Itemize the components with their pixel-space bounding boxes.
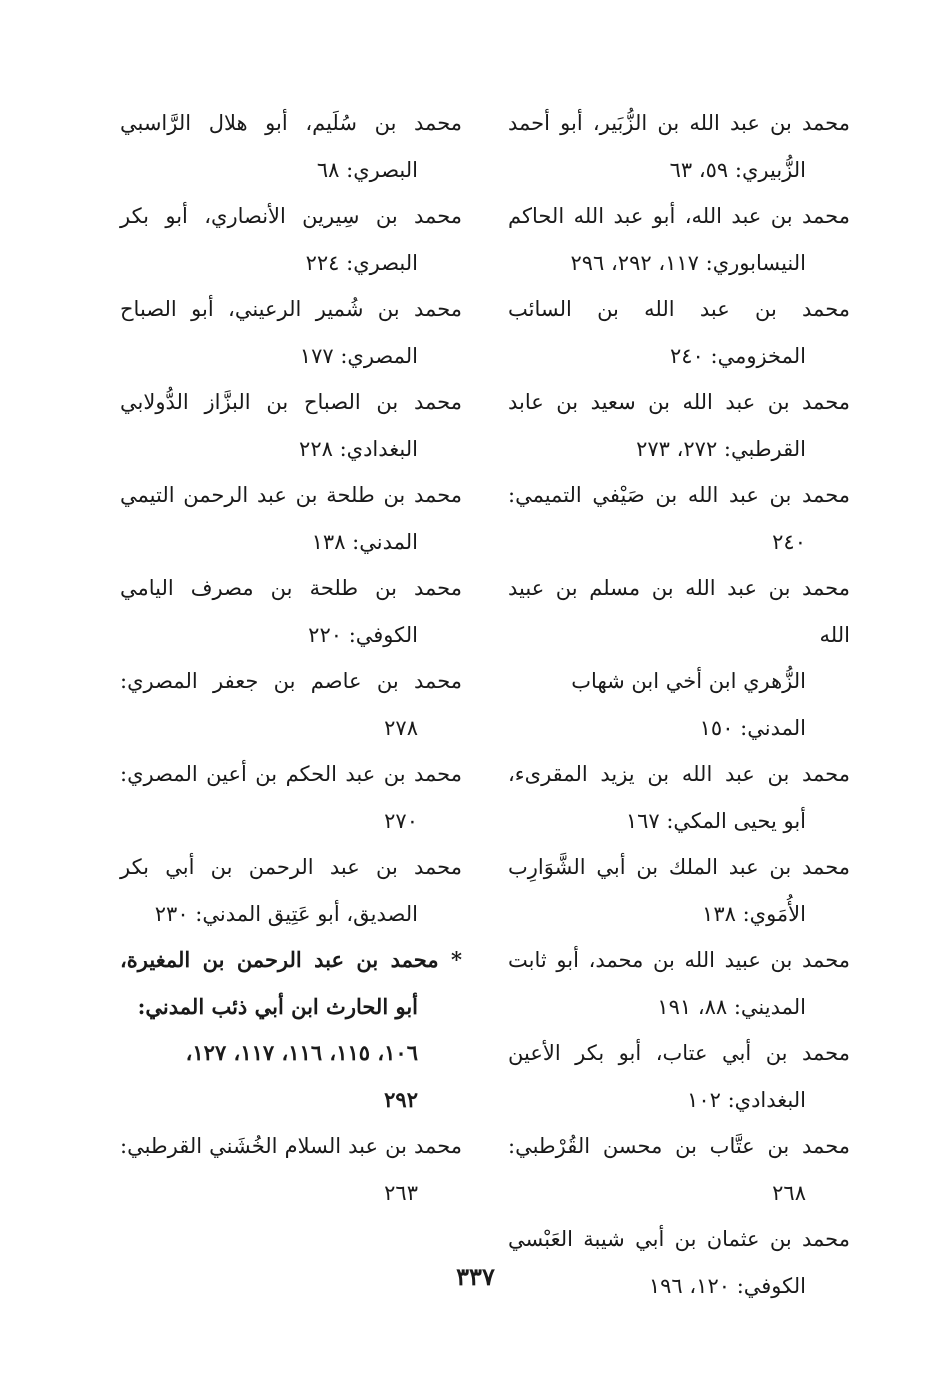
index-entry <box>120 1123 462 1216</box>
index-entry <box>508 844 850 937</box>
index-entry <box>120 844 462 937</box>
index-entry <box>508 751 850 844</box>
entry-name: محمد بن عبد السلام الخُشَني القرطبي: <box>120 1134 462 1158</box>
index-entry <box>508 472 850 565</box>
index-entry <box>120 100 462 193</box>
index-entry <box>120 937 462 1123</box>
entry-continuation: البصري: ٢٢٤ <box>305 250 418 275</box>
entry-continuation: المخزومي: ٢٤٠ <box>669 343 806 368</box>
entry-name: محمد بن سُلَيم، أبو هلال الرَّاسبي <box>120 111 462 135</box>
entry-continuation: ٢٧٨ <box>384 715 418 740</box>
entry-name: محمد بن عثمان بن أبي شيبة العَبْسي <box>508 1227 850 1251</box>
entry-continuation: المديني: ٨٨، ١٩١ <box>657 994 806 1019</box>
entry-continuation: الصديق، أبو عَتِيق المدني: ٢٣٠ <box>154 901 418 926</box>
entry-name: محمد بن شُمير الرعيني، أبو الصباح <box>120 297 462 321</box>
entry-name: محمد بن عتَّاب بن محسن القُرْطبي: <box>508 1134 850 1158</box>
entry-continuation: ٢٦٣ <box>384 1180 418 1205</box>
entry-continuation: البغدادي: ٢٢٨ <box>299 436 418 461</box>
entry-name: محمد بن عاصم بن جعفر المصري: <box>120 669 462 693</box>
index-entry <box>508 937 850 1030</box>
index-entry <box>508 1030 850 1123</box>
entry-name: * محمد بن عبد الرحمن بن المغيرة، <box>120 947 462 972</box>
entry-continuation: المدني: ١٣٨ <box>311 529 418 554</box>
entry-name: محمد بن الصباح بن البزَّاز الدُّولابي <box>120 390 462 414</box>
entry-name: محمد بن سِيرين الأنصاري، أبو بكر <box>120 204 462 228</box>
entry-name: محمد بن عبد الله بن السائب <box>508 297 850 321</box>
entry-name: محمد بن عبد الله بن الزُّبَير، أبو أحمد <box>508 111 850 135</box>
index-entry <box>508 100 850 193</box>
entry-continuation: الكوفي: ١٢٠، ١٩٦ <box>648 1273 806 1298</box>
entry-name: محمد بن عبد الله، أبو عبد الله الحاكم <box>508 204 850 228</box>
index-entry <box>508 286 850 379</box>
entry-name: محمد بن عبيد الله بن محمد، أبو ثابت <box>508 948 850 972</box>
index-entry <box>508 565 850 751</box>
entry-continuation: الكوفي: ٢٢٠ <box>308 622 418 647</box>
entry-continuation: ٢٩٢ <box>384 1086 418 1112</box>
entry-name: محمد بن أبي عتاب، أبو بكر الأعين <box>508 1041 850 1065</box>
left-column <box>508 100 850 1298</box>
index-entry <box>508 379 850 472</box>
entry-continuation: البغدادي: ١٠٢ <box>687 1087 806 1112</box>
right-column <box>120 100 462 1240</box>
entry-name: محمد بن طلحة بن مصرف اليامي <box>120 576 462 600</box>
entry-continuation: الزُّبيري: ٥٩، ٦٣ <box>669 157 806 182</box>
entry-continuation: أبو الحارث ابن أبي ذئب المدني: <box>137 993 418 1019</box>
entry-continuation: ١٠٦، ١١٥، ١١٦، ١١٧، ١٢٧، <box>185 1040 418 1065</box>
entry-continuation: ٢٤٠ <box>772 529 806 554</box>
entry-continuation: النيسابوري: ١١٧، ٢٩٢، ٢٩٦ <box>570 250 806 275</box>
entry-name: محمد بن عبد الله بن مسلم بن عبيد الله <box>508 576 850 647</box>
index-entry <box>120 193 462 286</box>
entry-name: محمد بن طلحة بن عبد الرحمن التيمي <box>120 483 462 507</box>
index-entry <box>120 472 462 565</box>
entry-continuation: القرطبي: ٢٧٢، ٢٧٣ <box>636 436 806 461</box>
entry-continuation: البصري: ٦٨ <box>316 157 418 182</box>
entry-continuation: الأُمَوي: ١٣٨ <box>702 901 806 926</box>
index-entry <box>120 658 462 751</box>
entry-name: محمد بن عبد الحكم بن أعين المصري: <box>120 762 462 786</box>
entry-name: محمد بن عبد الملك بن أبي الشَّوَارِب <box>508 855 850 879</box>
entry-name: محمد بن عبد الله بن سعيد بن عابد <box>508 390 850 414</box>
entry-name: محمد بن عبد الرحمن بن أبي بكر <box>120 855 462 879</box>
index-entry <box>508 1123 850 1216</box>
entry-continuation: ٢٧٠ <box>384 808 418 833</box>
index-entry <box>120 379 462 472</box>
entry-continuation: الزُّهري ابن أخي ابن شهاب <box>571 669 806 693</box>
page-number: ٣٣٧ <box>456 1262 495 1291</box>
index-entry <box>120 286 462 379</box>
entry-name: محمد بن عبد الله بن صَيْفي التميمي: <box>508 483 850 507</box>
entry-continuation: المصري: ١٧٧ <box>299 343 418 368</box>
entry-continuation: ٢٦٨ <box>772 1180 806 1205</box>
index-entry <box>120 565 462 658</box>
entry-continuation: المدني: ١٥٠ <box>699 715 806 740</box>
entry-continuation: أبو يحيى المكي: ١٦٧ <box>625 808 806 833</box>
index-entry <box>120 751 462 844</box>
index-entry <box>508 193 850 286</box>
entry-name: محمد بن عبد الله بن يزيد المقرىء، <box>508 762 850 786</box>
